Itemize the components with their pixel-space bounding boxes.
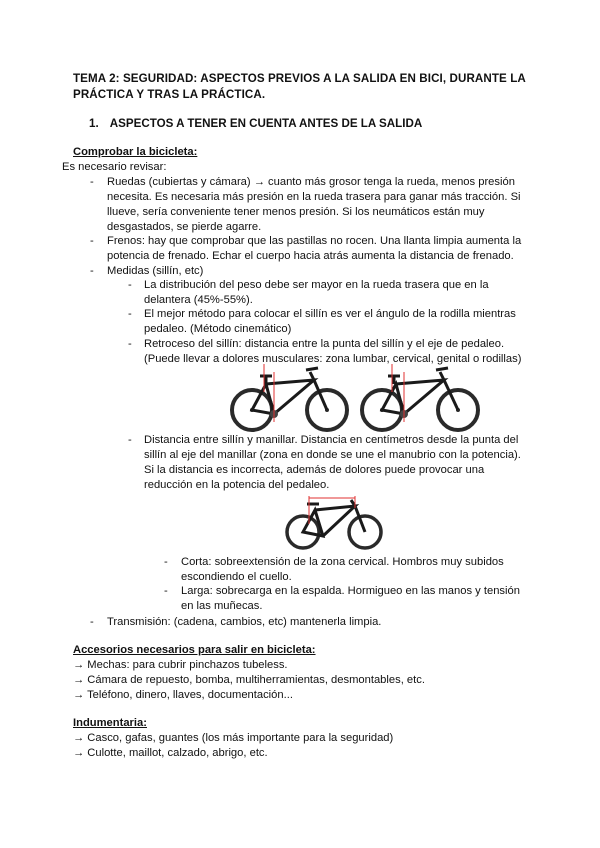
bullet-dash: - <box>90 265 94 277</box>
item-frenos: Frenos: hay que comprobar que las pastillas no rocen. Una llanta limpia aumenta la potencia de frenado. Echar el cuerpo hacia atrás aumenta la distancia de frenado. <box>107 235 522 262</box>
accessory-item: → Teléfono, dinero, llaves, documentación... <box>73 689 293 701</box>
bike-saddle-setback-image <box>222 362 487 432</box>
bullet-dash: - <box>90 176 94 188</box>
bike-right-icon <box>362 364 478 430</box>
clothing-heading: Indumentaria: <box>73 717 147 729</box>
bike-saddle-reach-image <box>285 494 385 552</box>
section-number: 1. <box>89 117 99 130</box>
distancia-corta: Corta: sobreextensión de la zona cervical. Hombros muy subidos escondiendo el cuello. <box>181 556 504 583</box>
bullet-dash: - <box>164 585 168 597</box>
bullet-dash: - <box>164 556 168 568</box>
bike-reach-icon <box>287 496 381 548</box>
accessories-heading: Accesorios necesarios para salir en bicicleta: <box>73 644 316 656</box>
item-ruedas: Ruedas (cubiertas y cámara) → cuanto más grosor tenga la rueda, menos presión necesita. Es necesaria más presión en la rueda trasera para ganar más tracción. Si llueve, sería conveniente tener menos presión. Si los neumáticos están muy desgastados, se pierde agarre. <box>107 176 521 233</box>
check-intro: Es necesario revisar: <box>62 161 167 173</box>
distancia-larga: Larga: sobrecarga en la espalda. Hormigueo en las manos y tensión en las muñecas. <box>181 585 520 612</box>
medidas-metodo: El mejor método para colocar el sillín es ver el ángulo de la rodilla mientras pedaleo. (Método cinemático) <box>144 308 516 335</box>
document-title: TEMA 2: SEGURIDAD: ASPECTOS PREVIOS A LA SALIDA EN BICI, DURANTE LA PRÁCTICA Y TRAS LA PRÁCTICA. <box>73 72 526 101</box>
clothing-item: → Casco, gafas, guantes (los más importante para la seguridad) <box>73 732 394 744</box>
section-title: ASPECTOS A TENER EN CUENTA ANTES DE LA SALIDA <box>109 117 423 130</box>
bullet-dash: - <box>90 616 94 628</box>
medidas-distancia: Distancia entre sillín y manillar. Distancia en centímetros desde la punta del sillín al eje del manillar (zona en donde se une el manubrio con la potencia). Si la distancia es incorrecta, además de dolores puede provocar una reducción en la potencia del pedaleo. <box>144 434 521 491</box>
accessory-item: → Mechas: para cubrir pinchazos tubeless. <box>73 659 288 671</box>
bullet-dash: - <box>128 338 132 350</box>
item-transmision: Transmisión: (cadena, cambios, etc) mantenerla limpia. <box>107 616 382 628</box>
accessory-item: → Cámara de repuesto, bomba, multiherramientas, desmontables, etc. <box>73 674 425 686</box>
medidas-peso: La distribución del peso debe ser mayor en la rueda trasera que en la delantera (45%-55%). <box>144 279 489 306</box>
bullet-dash: - <box>128 308 132 320</box>
bike-left-icon <box>232 364 347 430</box>
clothing-item: → Culotte, maillot, calzado, abrigo, etc. <box>73 747 268 759</box>
bullet-dash: - <box>128 279 132 291</box>
medidas-retroceso: Retroceso del sillín: distancia entre la punta del sillín y el eje de pedaleo. (Puede llevar a dolores musculares: zona lumbar, cervical, genital o rodillas) <box>144 338 522 365</box>
section-heading <box>89 117 422 132</box>
bullet-dash: - <box>128 434 132 446</box>
check-bike-heading: Comprobar la bicicleta: <box>73 146 198 158</box>
bullet-dash: - <box>90 235 94 247</box>
item-medidas: Medidas (sillín, etc) <box>107 265 204 277</box>
